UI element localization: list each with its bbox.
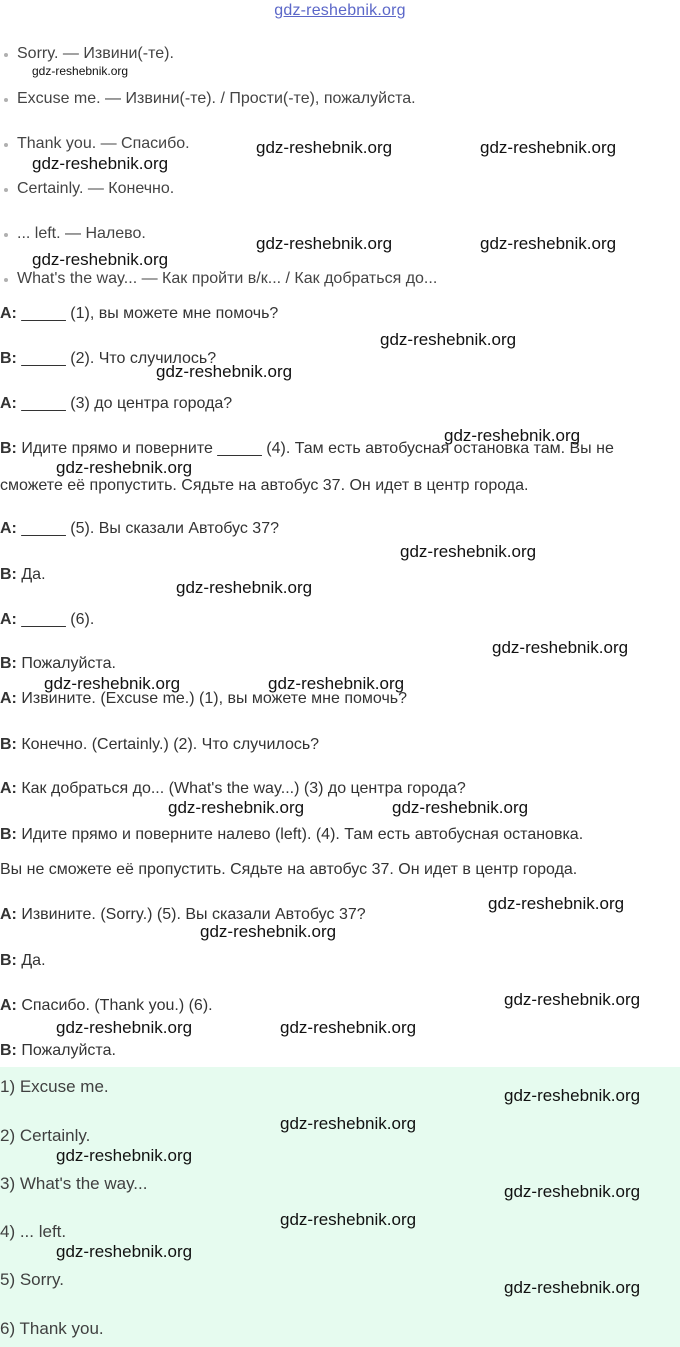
vocab-item: ... left. — Налево. — [17, 225, 146, 242]
dialog-text: _____ (3) до центра города? — [16, 395, 233, 412]
site-title-link[interactable]: gdz-reshebnik.org — [274, 2, 406, 19]
dialog-text: Как добраться до... (What's the way...) (3) до центра города? — [16, 780, 466, 797]
dialog-text: Да. — [16, 566, 46, 583]
watermark: gdz-reshebnik.org — [168, 798, 305, 817]
dialog-line — [0, 1042, 116, 1060]
dialog-text: _____ (5). Вы сказали Автобус 37? — [16, 520, 279, 537]
dialog-text: Конечно. (Certainly.) (2). Что случилось? — [16, 736, 320, 753]
dialog-line — [0, 952, 46, 970]
watermark: gdz-reshebnik.org — [44, 674, 181, 693]
watermark: gdz-reshebnik.org — [156, 362, 293, 381]
dialog-text: Да. — [16, 952, 46, 969]
watermark: gdz-reshebnik.org — [380, 330, 517, 349]
dialog-line — [0, 736, 319, 754]
dialog-line — [0, 997, 213, 1015]
watermark: gdz-reshebnik.org — [56, 1146, 193, 1165]
speaker-label: B: — [0, 736, 17, 753]
dialog-text: Извините. (Sorry.) (5). Вы сказали Автобус 37? — [16, 906, 366, 923]
watermark: gdz-reshebnik.org — [504, 1182, 641, 1201]
dialog-text: Спасибо. (Thank you.) (6). — [16, 997, 213, 1014]
dialog-line — [0, 305, 278, 323]
watermark: gdz-reshebnik.org — [56, 1018, 193, 1037]
speaker-label: A: — [0, 305, 17, 322]
dialog-text: Идите прямо и поверните _____ (4). Там есть автобусная остановка там. Вы не — [16, 440, 614, 457]
dialog-text: Извините. (Excuse me.) (1), вы можете мне помочь? — [16, 690, 408, 707]
vocab-item: Certainly. — Конечно. — [17, 180, 175, 197]
watermark: gdz-reshebnik.org — [200, 922, 337, 941]
speaker-label: B: — [0, 440, 17, 457]
dialog-line — [0, 477, 528, 495]
speaker-label: A: — [0, 906, 17, 923]
dialog-text: _____ (2). Что случилось? — [16, 350, 217, 367]
watermark: gdz-reshebnik.org — [32, 250, 169, 269]
dialog-line — [0, 780, 466, 798]
dialog-line — [0, 861, 577, 879]
watermark: gdz-reshebnik.org — [504, 1086, 641, 1105]
vocab-item: Excuse me. — Извини(-те). / Прости(-те), пожалуйста. — [17, 90, 416, 107]
answer-item: 6) Thank you. — [0, 1319, 104, 1338]
dialog-text: Пожалуйста. — [16, 655, 116, 672]
watermark: gdz-reshebnik.org — [480, 234, 617, 253]
vocab-item: What's the way... — Как пройти в/к... / Как добраться до... — [17, 270, 438, 287]
answer-item: 4) ... left. — [0, 1222, 67, 1241]
watermark: gdz-reshebnik.org — [56, 458, 193, 477]
vocab-item: Sorry. — Извини(-те). — [17, 45, 174, 62]
watermark: gdz-reshebnik.org — [280, 1210, 417, 1229]
vocab-item: Thank you. — Спасибо. — [17, 135, 190, 152]
speaker-label: A: — [0, 611, 17, 628]
speaker-label: B: — [0, 566, 17, 583]
speaker-label: B: — [0, 350, 17, 367]
speaker-label: A: — [0, 395, 17, 412]
watermark: gdz-reshebnik.org — [256, 138, 393, 157]
dialog-line — [0, 520, 279, 538]
watermark: gdz-reshebnik.org — [400, 542, 537, 561]
speaker-label: A: — [0, 997, 17, 1014]
dialog-text: сможете её пропустить. Сядьте на автобус 37. Он идет в центр города. — [0, 477, 529, 494]
watermark: gdz-reshebnik.org — [176, 578, 313, 597]
dialog-line — [0, 611, 94, 629]
speaker-label: B: — [0, 1042, 17, 1059]
watermark: gdz-reshebnik.org — [32, 154, 169, 173]
dialog-text: _____ (1), вы можете мне помочь? — [16, 305, 279, 322]
watermark: gdz-reshebnik.org — [32, 64, 129, 78]
watermark: gdz-reshebnik.org — [444, 426, 581, 445]
speaker-label: A: — [0, 520, 17, 537]
dialog-line — [0, 826, 583, 844]
speaker-label: B: — [0, 952, 17, 969]
speaker-label: B: — [0, 826, 17, 843]
answers-panel — [0, 1067, 680, 1347]
watermark: gdz-reshebnik.org — [56, 1242, 193, 1261]
watermark: gdz-reshebnik.org — [268, 674, 405, 693]
watermark: gdz-reshebnik.org — [492, 638, 629, 657]
speaker-label: B: — [0, 655, 17, 672]
dialog-text: Идите прямо и поверните налево (left). (4). Там есть автобусная остановка. — [16, 826, 584, 843]
dialog-text: Вы не сможете её пропустить. Сядьте на автобус 37. Он идет в центр города. — [0, 861, 578, 878]
dialog-line — [0, 395, 232, 413]
watermark: gdz-reshebnik.org — [392, 798, 529, 817]
answer-item: 5) Sorry. — [0, 1270, 64, 1289]
speaker-label: A: — [0, 690, 17, 707]
watermark: gdz-reshebnik.org — [488, 894, 625, 913]
watermark: gdz-reshebnik.org — [280, 1018, 417, 1037]
dialog-line — [0, 566, 46, 584]
dialog-text: _____ (6). — [16, 611, 95, 628]
speaker-label: A: — [0, 780, 17, 797]
watermark: gdz-reshebnik.org — [504, 1278, 641, 1297]
watermark: gdz-reshebnik.org — [280, 1114, 417, 1133]
watermark: gdz-reshebnik.org — [504, 990, 641, 1009]
dialog-line — [0, 655, 116, 673]
dialog-text: Пожалуйста. — [16, 1042, 116, 1059]
watermark: gdz-reshebnik.org — [256, 234, 393, 253]
answer-item: 2) Certainly. — [0, 1126, 91, 1145]
answer-item: 1) Excuse me. — [0, 1077, 109, 1096]
watermark: gdz-reshebnik.org — [480, 138, 617, 157]
answer-item: 3) What's the way... — [0, 1174, 148, 1193]
